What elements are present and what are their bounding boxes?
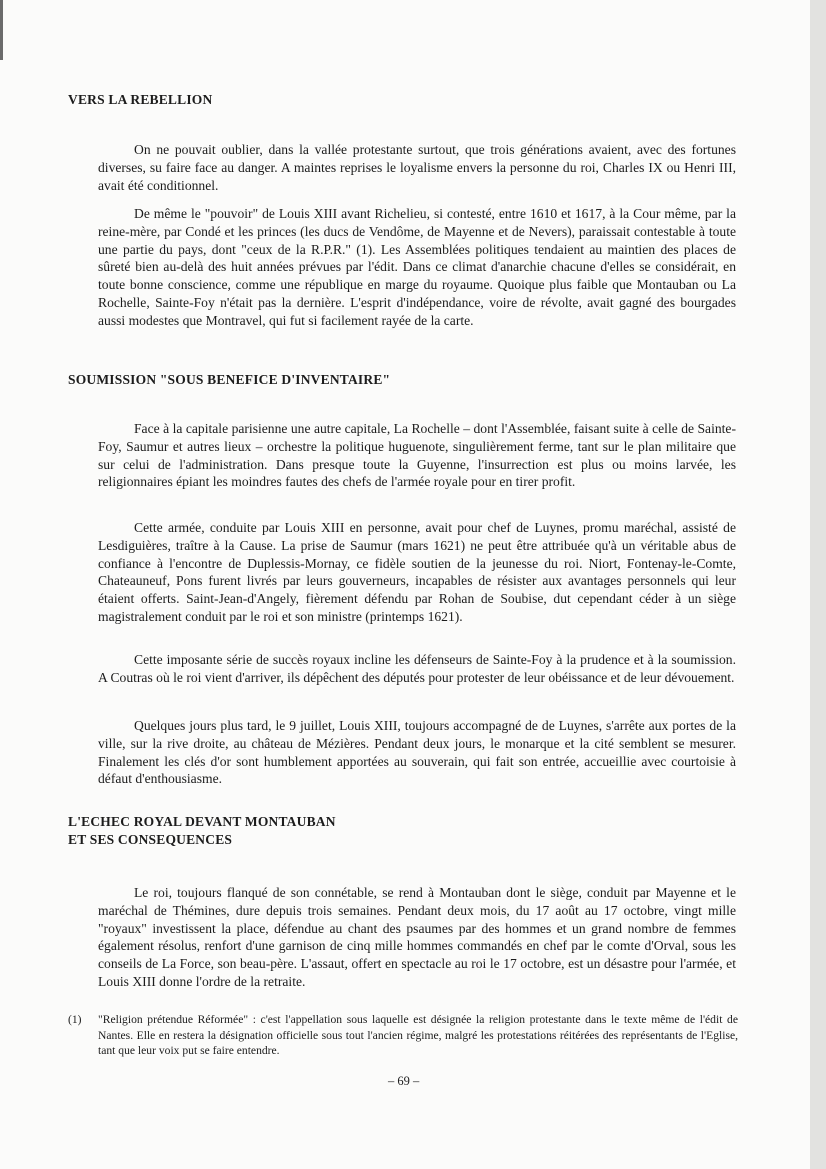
section-heading-montauban: L'ECHEC ROYAL DEVANT MONTAUBAN [68,814,336,829]
paragraph: Cette armée, conduite par Louis XIII en personne, avait pour chef de Luynes, promu maréchal, assisté de Lesdiguières, traître à la Cause. La prise de Saumur (mars 1621) ne peut être attribuée qu'à un véritable abus de confiance à l'encontre de Duplessis-Mornay, ce fidèle soutien de la jeunesse du roi. Niort, Fontenay-le-Comte, Chateauneuf, Pons furent livrés par leurs gouverneurs, incapables de résister aux avantages personnels qui leur étaient offerts. Saint-Jean-d'Angely, fièrement défendu par Rohan de Soubise, dut cependant céder à un siège magistralement conduit par le roi et son ministre (printemps 1621). [98,520,736,624]
scan-edge-left [0,0,3,60]
section-heading-rebellion: VERS LA REBELLION [68,92,213,107]
section-heading-montauban-line2: ET SES CONSEQUENCES [68,832,233,847]
footnote-text: "Religion prétendue Réformée" : c'est l'appellation sous laquelle est désignée la religion protestante dans le texte même de l'édit de Nantes. Elle en restera la désignation officielle sous tout l'ancien régime, malgré les protestations réitérées des représentants de l'Eglise, tant que leur voix put se faire entendre. [98,1013,738,1057]
scan-edge-right [810,0,826,1169]
section-heading-soumission: SOUMISSION "SOUS BENEFICE D'INVENTAIRE" [68,372,391,387]
page-number: – 69 – [388,1074,420,1088]
paragraph: Face à la capitale parisienne une autre capitale, La Rochelle – dont l'Assemblée, faisant suite à celle de Sainte-Foy, Saumur et autres lieux – orchestre la politique huguenote, singulièrement ferme, tant sur le plan militaire que sur celui de l'administration. Dans presque toute la Guyenne, l'insurrection est plus ou moins larvée, les religionnaires épiant les moindres fautes des chefs de l'armée royale pour en tirer profit. [98,421,736,490]
paragraph: Quelques jours plus tard, le 9 juillet, Louis XIII, toujours accompagné de de Luynes, s'arrête aux portes de la ville, sur la rive droite, au château de Mézières. Pendant deux jours, le monarque et la cité semblent se mesurer. Finalement les clés d'or sont humblement apportées au souverain, qui fait son entrée, accueillie avec courtoisie à défaut d'enthousiasme. [98,718,736,787]
paragraph: On ne pouvait oublier, dans la vallée protestante surtout, que trois générations avaient, avec des fortunes diverses, su faire face au danger. A maintes reprises le loyalisme envers la personne du roi, Charles IX ou Henri III, avait été conditionnel. [98,142,736,193]
paragraph: Le roi, toujours flanqué de son connétable, se rend à Montauban dont le siège, conduit par Mayenne et le maréchal de Thémines, dure depuis trois semaines. Pendant deux mois, du 17 août au 17 octobre, vingt mille "royaux" investissent la place, défendue au chant des psaumes par des hommes et un grand nombre de femmes également résolus, renfort d'une garnison de cinq mille hommes commandés en chef par le comte d'Orval, sous les conseils de La Force, son beau-père. L'assaut, offert en spectacle au roi le 17 octobre, est un désastre pour l'armée, et Louis XIII donne l'ordre de la retraite. [98,885,736,989]
footnote [68,1012,738,1059]
paragraph: De même le "pouvoir" de Louis XIII avant Richelieu, si contesté, entre 1610 et 1617, à la Cour même, par la reine-mère, par Condé et les princes (les ducs de Vendôme, de Mayenne et de Nevers), paraissait contestable à toute une partie du pays, dont "ceux de la R.P.R." (1). Les Assemblées politiques tendaient au maintien des places de sûreté bien au-delà des huit années prévues par l'édit. Dans ce climat d'anarchie chacune d'elles se considérait, en toute bonne conscience, comme une république en marge du royaume. Quoique plus faible que Montauban ou La Rochelle, Sainte-Foy n'était pas la dernière. L'esprit d'indépendance, voire de révolte, avait gagné des bourgades aussi modestes que Montravel, qui fut si facilement rayée de la carte. [98,206,736,328]
paragraph: Cette imposante série de succès royaux incline les défenseurs de Sainte-Foy à la prudence et à la soumission. A Coutras où le roi vient d'arriver, ils dépêchent des députés pour protester de leur obéissance et de leur dévouement. [98,652,736,685]
footnote-marker: (1) [68,1013,82,1026]
